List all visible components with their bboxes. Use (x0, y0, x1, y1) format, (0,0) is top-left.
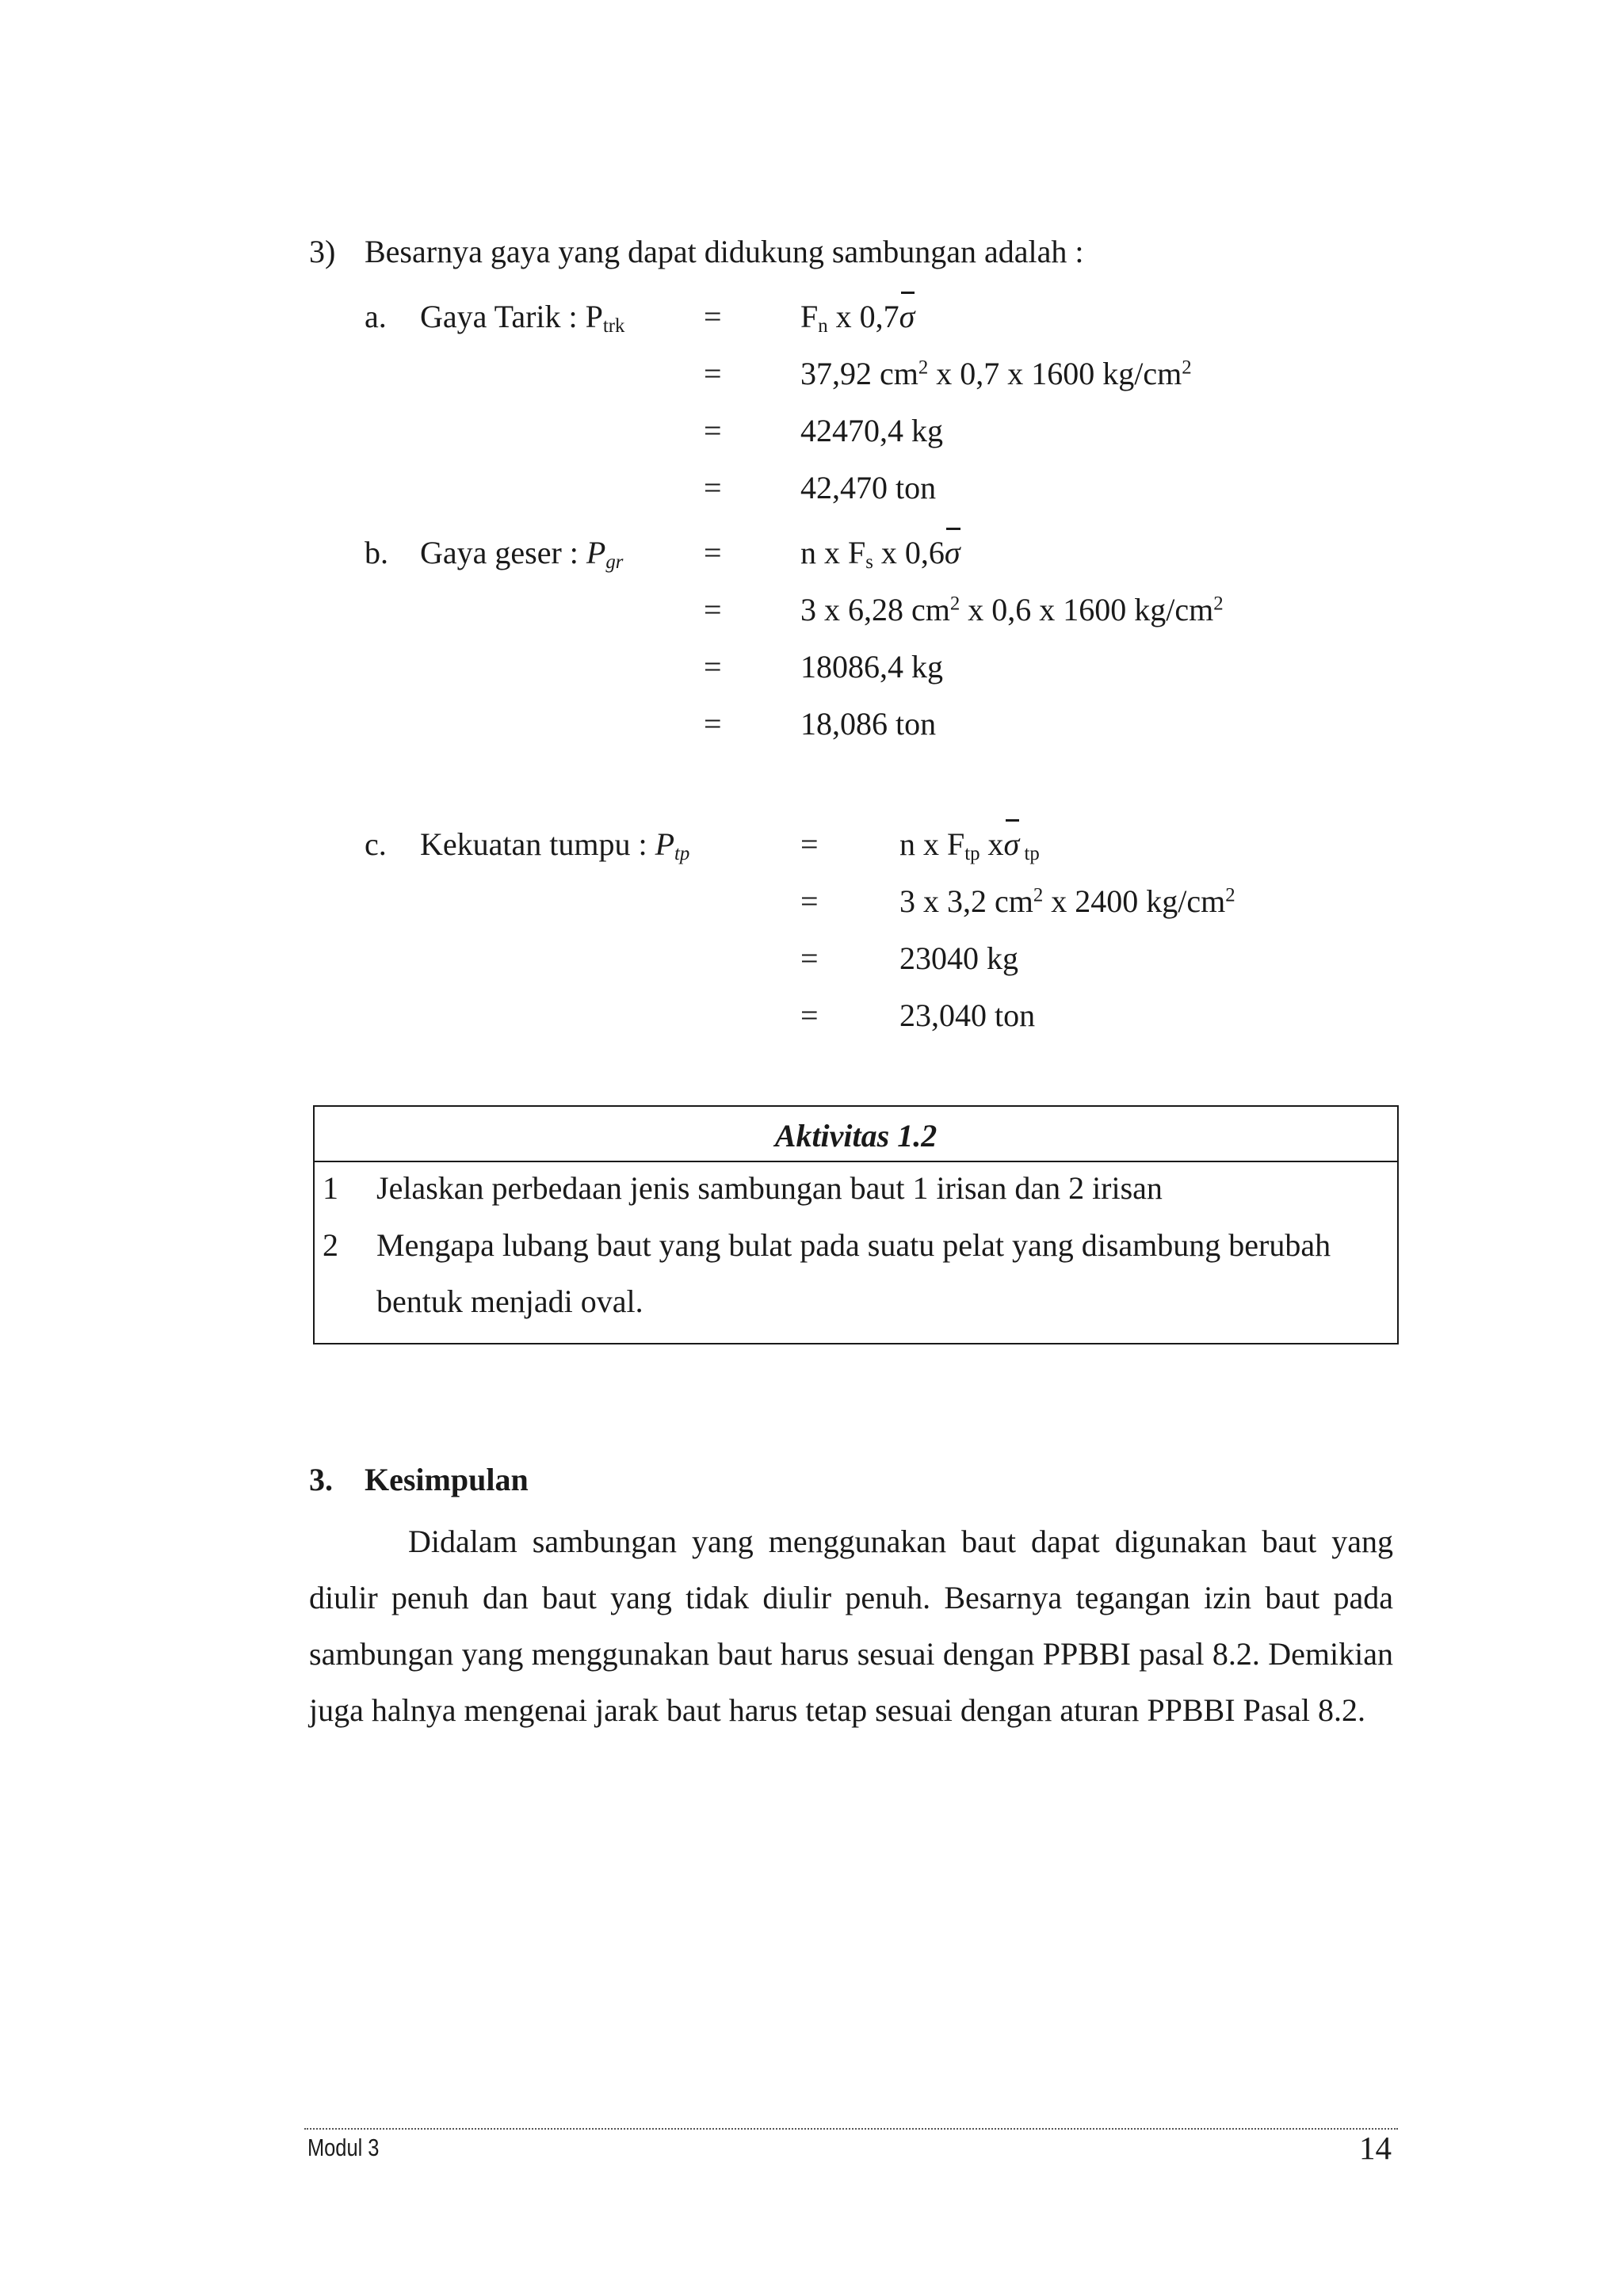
intro-text: Besarnya gaya yang dapat didukung sambungan adalah : (365, 234, 1084, 269)
footer-divider (304, 2128, 1398, 2130)
item-c-equals-4: = (800, 997, 819, 1033)
activity-item-number: 2 (323, 1227, 338, 1263)
item-a-equals-2: = (704, 356, 722, 391)
item-c-label: Kekuatan tumpu : $P_{tp}$ (420, 826, 690, 865)
intro-number: 3) (309, 234, 336, 269)
item-b-equals-1: = (704, 535, 722, 570)
item-a-letter: a. (365, 299, 387, 334)
activity-box (313, 1105, 1399, 1344)
item-a-formula-3: 42470,4 kg (800, 413, 943, 448)
item-c-formula-2: 3 x 3,2 $cm^2$ x 2400 $kg/cm^2$ (899, 883, 1235, 919)
activity-item-text: Mengapa lubang baut yang bulat pada suatu pelat yang disambung berubah bentuk menjadi oval. (376, 1227, 1331, 1319)
item-c-formula-1: n x $F_{tp}$ xσ $_{tp}$ (899, 826, 1040, 865)
activity-item-number: 1 (323, 1170, 338, 1206)
item-a-equals-1: = (704, 299, 722, 334)
item-b-formula-2: 3 x 6,28 $cm^2$ x 0,6 x 1600 $kg/cm^2$ (800, 592, 1224, 627)
conclusion-paragraph: Didalam sambungan yang menggunakan baut dapat digunakan baut yang diulir penuh dan baut yang tidak diulir penuh. Besarnya tegangan izin baut pada sambungan yang menggunakan baut harus sesuai dengan PPBBI pasal 8.2. Demikian juga halnya mengenai jarak baut harus tetap sesuai dengan aturan PPBBI Pasal 8.2. (309, 1524, 1393, 1728)
item-b-equals-4: = (704, 706, 722, 742)
item-a-label: Gaya Tarik : $P_{trk}$ (420, 299, 625, 338)
item-b-label: Gaya geser : $P_{gr}$ (420, 535, 624, 574)
item-b-formula-4: 18,086 ton (800, 706, 937, 742)
item-c-equals-3: = (800, 940, 819, 976)
item-c-equals-1: = (800, 826, 819, 862)
item-b-formula-1: n x $F_s$ x 0,6σ (800, 535, 960, 574)
item-a-formula-2: 37,92 $cm^2$ x 0,7 x 1600 $kg/cm^2$ (800, 356, 1192, 391)
item-c-equals-2: = (800, 883, 819, 919)
conclusion-heading: Kesimpulan (365, 1462, 529, 1497)
footer-module-label: Modul 3 (307, 2134, 380, 2161)
activity-item-text: Jelaskan perbedaan jenis sambungan baut 1 irisan dan 2 irisan (376, 1170, 1163, 1206)
item-c-formula-3: 23040 kg (899, 940, 1018, 976)
item-a-equals-4: = (704, 470, 722, 505)
conclusion-heading-number: 3. (309, 1462, 333, 1497)
item-b-equals-2: = (704, 592, 722, 627)
item-c-letter: c. (365, 826, 387, 862)
item-b-equals-3: = (704, 649, 722, 685)
item-b-letter: b. (365, 535, 388, 570)
item-c-formula-4: 23,040 ton (899, 997, 1036, 1033)
item-a-formula-4: 42,470 ton (800, 470, 937, 505)
activity-title: Aktivitas 1.2 (315, 1107, 1397, 1162)
item-a-equals-3: = (704, 413, 722, 448)
item-b-formula-3: 18086,4 kg (800, 649, 943, 685)
item-a-formula-1: $F_n$ x 0,7σ (800, 299, 915, 338)
page-number: 14 (1359, 2130, 1392, 2166)
